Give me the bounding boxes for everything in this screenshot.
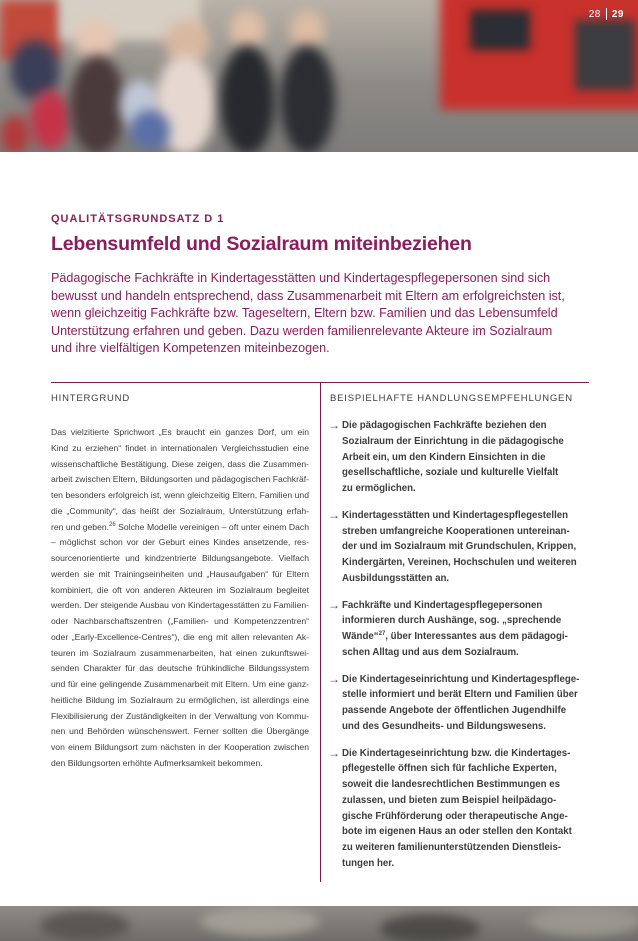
text-line: werden. Der steigende Ausbau von Kindertagesstätten zu Familien- [51,600,309,611]
page-number-right: 29 [611,8,624,20]
text-line: – möglichst schon vor der Geburt eines Kindes ansetzende, res- [51,537,309,548]
text-line: und für eine gelingende Zusammenarbeit mit Eltern. Um eine ganz- [51,679,309,689]
text-line: von einem Bildungsort zum nächsten in der Kooperation zwischen [51,742,309,752]
arrow-right-icon: → [328,597,340,612]
rec-line: Fachkräfte und Kindertagespflegepersonen [342,599,543,611]
background-heading: HINTERGRUND [51,393,130,404]
footnote-marker[interactable]: 27 [378,630,386,637]
rec-line: Sozialraum der Einrichtung in die pädagogische [342,435,564,447]
rec-line: streben umfangreiche Kooperationen untereinan- [342,525,570,537]
text-line-with-footnote [51,520,309,536]
rec-line: schen Alltag und aus dem Sozialraum. [342,646,519,658]
recommendation-item [328,418,590,497]
rec-line: zu ermöglichen. [342,483,416,494]
rec-line: gische Frühförderung oder therapeutische Ange- [342,810,568,822]
rec-line: Die Kindertageseinrichtung bzw. die Kindertages- [342,747,571,759]
column-divider [320,382,321,882]
section-title: Lebensumfeld und Sozialraum miteinbeziehen [51,233,472,255]
recommendation-item [328,672,590,735]
section-eyebrow: QUALITÄTSGRUNDSATZ D 1 [51,213,225,225]
recommendation-item [328,508,590,587]
rec-line: der und im Sozialraum mit Grundschulen, Krippen, [342,541,577,553]
rec-line: Kindergärten, Vereinen, Hochschulen und weiteren [342,557,577,568]
text-line: nen und Behörden wünschenswert. Ferner sollten die Übergänge [51,726,309,737]
recommendation-item [328,598,590,661]
text-line: ten besonders erfolgreich ist, wenn gleichzeitig Eltern, Familien und [51,490,309,500]
recommendations-list [328,418,590,883]
text-line: Kind zu erziehen“ findet in internationalen Vergleichsstudien eine [51,442,309,453]
lead-line: und ihre vielfältigen Kompetenzen miteinbezogen. [51,341,330,355]
text-line: Das vielzitierte Sprichwort „Es braucht ein ganzes Dorf, um ein [51,427,309,437]
rec-line: tungen her. [342,857,395,869]
rec-line: bote im eigenen Haus an oder stellen den Kontakt [342,826,572,838]
page-number-left: 28 [588,8,601,20]
rec-line: stelle informiert und berät Eltern und Familien über [342,689,578,701]
rec-line: Arbeit ein, um den Kindern Einsichten in die [342,451,546,463]
text-line: die „Community“, das heißt der Sozialraum, Unterstützung erfah- [51,505,309,516]
rec-line: gesellschaftliche, soziale und kulturelle Vielfalt [342,467,559,479]
recommendations-heading: BEISPIELHAFTE HANDLUNGSEMPFEHLUNGEN [330,393,573,404]
page-numbers [589,8,624,20]
text-line: wissenschaftliche Bestätigung. Diese zeigen, dass die Zusammen- [51,458,309,469]
rec-line: Ausbildungsstätten an. [342,572,450,584]
text-line: Flexibilisierung der Zuständigkeiten in der Verwaltung von Kommu- [51,710,309,721]
rec-line: informieren durch Aushänge, sog. „sprechende [342,615,562,627]
footer-photo [0,906,638,941]
recommendation-item [328,746,590,872]
lead-line: wenn gleichzeitig Fachkräfte bzw. Tageseltern, Eltern bzw. Familien und das Lebensumfeld [51,306,558,320]
rec-line: pflegestelle öffnen sich für fachliche Experten, [342,763,557,775]
text-fragment: Solche Modelle vereinigen – oft unter einem Dach [115,521,309,532]
text-line: arbeit zwischen Eltern, Bildungsorten und pädagogischen Fachkräf- [51,474,309,485]
lead-line: bewusst und handeln entsprechend, dass Zusammenarbeit mit Eltern am erfolgreichsten ist, [51,288,565,303]
text-line: oder Nachbarschaftszentren („Familien- und Kompetenzzentren“ [51,616,309,626]
rec-line: und des Gesundheits- und Bildungswesens. [342,720,546,732]
footnote-marker[interactable]: 26 [109,521,116,528]
arrow-right-icon: → [328,671,340,686]
background-text [51,425,309,772]
page-number-divider [606,8,607,20]
text-line: senden Charakter für das deutsche frühkindliche Bildungssystem [51,663,309,674]
rec-line: zulassen, und bieten zum Beispiel heilpädago- [342,794,557,806]
text-line: heitliche Bildung im Sozialraum zu ermöglichen, ist allerdings eine [51,694,309,705]
rec-line: soweit die landesrechtlichen Bestimmungen es [342,779,561,790]
rec-line: passende Angebote der öffentlichen Jugendhilfe [342,705,567,716]
rec-line-with-footnote [342,629,590,645]
arrow-right-icon: → [328,507,340,522]
rec-line: Kindertagesstätten und Kindertagespflegestellen [342,509,569,521]
text-line: sourcenorientierte und kindzentrierte Bildungsangebote. Vielfach [51,553,309,563]
arrow-right-icon: → [328,745,340,760]
text-line: werden sie mit Trainingseinheiten und „Hausaufgaben“ für Eltern [51,568,309,579]
section-lead [51,270,591,358]
text-line: teuren im Sozialraum zusammenarbeiten, hat einen zukunftswei- [51,647,309,658]
lead-line: Unterstützung erfahren und geben. Dazu werden familienrelevante Akteure im Sozialraum [51,323,553,338]
text-line: den Bildungsorten erhöhte Aufmerksamkeit bekommen. [51,757,263,768]
text-line: kombiniert, die oft von anderen Akteuren im Sozialraum begleitet [51,584,309,595]
text-fragment: , über Interessantes aus dem pädagogi- [385,631,568,642]
arrow-right-icon: → [328,418,340,432]
rec-line: zu weiteren familienunterstützenden Dienstleis- [342,842,562,853]
text-fragment: ren und geben. [51,521,110,532]
rec-line: Die pädagogischen Fachkräfte beziehen den [342,420,547,431]
text-fragment: Wände“ [342,631,379,642]
text-line: oder „Early-Excellence-Centres“), die eng mit allen relevanten Ak- [51,631,309,642]
lead-line: Pädagogische Fachkräfte in Kindertagesstätten und Kindertagespflegepersonen sind sich [51,271,551,285]
header-photo [0,0,638,152]
rec-line: Die Kindertageseinrichtung und Kindertagespflege- [342,673,580,685]
